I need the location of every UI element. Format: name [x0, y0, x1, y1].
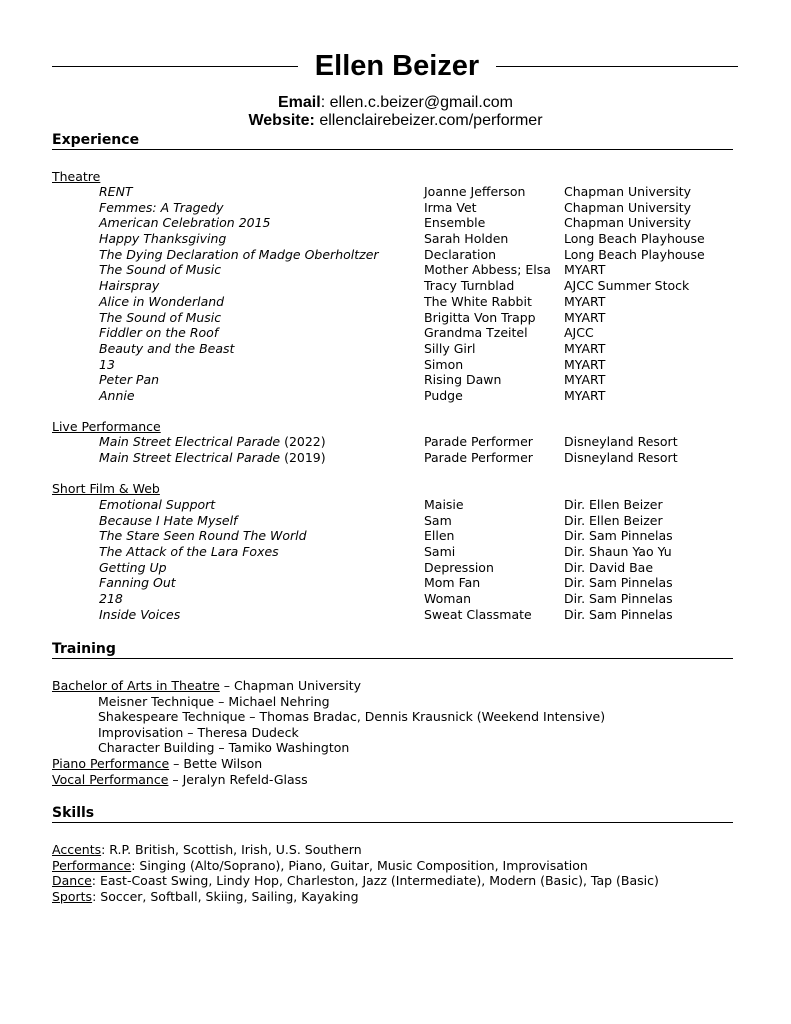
- credit-row: [0, 388, 791, 404]
- subhead-live-performance: Live Performance: [52, 419, 161, 434]
- credit-title: RENT: [99, 184, 133, 199]
- credit-role: Irma Vet: [424, 199, 477, 215]
- credit-venue: MYART: [564, 387, 606, 403]
- subhead-theatre: Theatre: [52, 169, 101, 184]
- skills-detail: : R.P. British, Scottish, Irish, U.S. Southern: [101, 842, 362, 857]
- credit-title-text: Main Street Electrical Parade: [99, 434, 281, 449]
- credit-title: Happy Thanksgiving: [99, 231, 227, 247]
- training-line: [0, 709, 791, 725]
- credit-row: [0, 607, 791, 623]
- credit-row: [0, 434, 791, 450]
- credit-role: Woman: [424, 591, 472, 607]
- training-detail: – Bette Wilson: [169, 755, 263, 771]
- subhead-short-film-web: Short Film & Web: [52, 481, 160, 496]
- film-credits: [0, 497, 791, 623]
- credit-venue: Dir. Sam Pinnelas: [564, 575, 673, 591]
- header-rule-right: [496, 66, 738, 67]
- credit-row: [0, 215, 791, 231]
- credit-title: Getting Up: [99, 559, 167, 575]
- training-detail: Improvisation – Theresa Dudeck: [98, 724, 299, 740]
- credit-venue: MYART: [564, 340, 606, 356]
- live-credits: [0, 434, 791, 465]
- credit-row: [0, 372, 791, 388]
- training-detail: Meisner Technique – Michael Nehring: [98, 693, 330, 709]
- skills-detail: : Soccer, Softball, Skiing, Sailing, Kayaking: [92, 888, 359, 904]
- training-detail: Shakespeare Technique – Thomas Bradac, Dennis Krausnick (Weekend Intensive): [98, 709, 606, 725]
- credit-row: [0, 310, 791, 326]
- credit-title: Emotional Support: [99, 497, 216, 512]
- credit-role: Mother Abbess; Elsa: [424, 262, 551, 278]
- credit-title: American Celebration 2015: [99, 215, 271, 231]
- credit-role: Pudge: [424, 387, 463, 403]
- credit-row: [0, 247, 791, 263]
- training-list: [0, 678, 791, 787]
- credit-role: Sam: [424, 512, 452, 528]
- credit-title: Annie: [99, 387, 135, 403]
- section-title-experience: Experience: [52, 132, 140, 148]
- credit-row: [0, 544, 791, 560]
- credit-role: Ellen: [424, 528, 455, 544]
- credit-title: 13: [99, 356, 115, 372]
- credit-venue: MYART: [564, 293, 606, 309]
- training-line: [0, 725, 791, 741]
- credit-year: (2022): [280, 434, 326, 449]
- credit-role: Parade Performer: [424, 449, 533, 465]
- credit-row: [0, 341, 791, 357]
- credit-role: Joanne Jefferson: [424, 184, 526, 199]
- section-title-training: Training: [52, 641, 116, 657]
- credit-title: The Attack of the Lara Foxes: [99, 544, 279, 560]
- skills-label: Dance: [52, 873, 92, 889]
- skills-label: Sports: [52, 888, 93, 904]
- credit-venue: MYART: [564, 356, 606, 372]
- credit-title: [99, 434, 326, 450]
- credit-role: Mom Fan: [424, 575, 481, 591]
- credit-venue: MYART: [564, 309, 606, 325]
- email-value[interactable]: ellen.c.beizer@gmail.com: [329, 94, 513, 111]
- credit-venue: Dir. Sam Pinnelas: [564, 591, 673, 607]
- credit-row: [0, 357, 791, 373]
- credit-venue: Dir. Ellen Beizer: [564, 497, 663, 512]
- email-label: Email: [278, 94, 321, 111]
- credit-row: [0, 513, 791, 529]
- credit-year: (2019): [280, 449, 326, 465]
- header-rule-left: [52, 66, 298, 67]
- credit-row: [0, 184, 791, 200]
- training-detail: – Jeralyn Refeld-Glass: [168, 771, 308, 787]
- performer-name: Ellen Beizer: [314, 50, 480, 82]
- credit-venue: AJCC: [564, 325, 594, 341]
- credit-venue: Chapman University: [564, 199, 692, 215]
- name-header: [52, 45, 738, 87]
- credit-venue: Dir. Sam Pinnelas: [564, 606, 673, 622]
- credit-title: Inside Voices: [99, 606, 181, 622]
- credit-venue: AJCC Summer Stock: [564, 278, 690, 294]
- credit-row: [0, 528, 791, 544]
- credit-role: Maisie: [424, 497, 464, 512]
- training-label: Piano Performance: [52, 755, 170, 771]
- credit-venue: Dir. Ellen Beizer: [564, 512, 663, 528]
- credit-title-text: Main Street Electrical Parade: [99, 449, 281, 465]
- credit-role: Brigitta Von Trapp: [424, 309, 536, 325]
- skills-line: [0, 873, 791, 889]
- credit-title: Peter Pan: [99, 372, 160, 388]
- credit-role: Grandma Tzeitel: [424, 325, 528, 341]
- section-rule-training: [52, 658, 733, 659]
- credit-venue: Dir. Sam Pinnelas: [564, 528, 673, 544]
- theatre-credits: [0, 184, 791, 404]
- training-line: [0, 756, 791, 772]
- training-detail: – Chapman University: [219, 678, 362, 693]
- credit-venue: Long Beach Playhouse: [564, 231, 705, 247]
- credit-venue: Chapman University: [564, 184, 692, 199]
- credit-row: [0, 591, 791, 607]
- training-label: Bachelor of Arts in Theatre: [52, 678, 220, 693]
- credit-role: Simon: [424, 356, 464, 372]
- credit-row: [0, 450, 791, 466]
- credit-title: Hairspray: [99, 278, 160, 294]
- skills-detail: : Singing (Alto/Soprano), Piano, Guitar, Music Composition, Improvisation: [131, 857, 588, 873]
- skills-line: [0, 842, 791, 858]
- credit-role: Parade Performer: [424, 434, 533, 449]
- section-title-skills: Skills: [52, 805, 95, 821]
- credit-row: [0, 200, 791, 216]
- credit-role: Silly Girl: [424, 340, 476, 356]
- credit-role: Sweat Classmate: [424, 606, 532, 622]
- training-line: [0, 772, 791, 788]
- section-rule-experience: [52, 149, 733, 150]
- credit-venue: Long Beach Playhouse: [564, 246, 705, 262]
- credit-venue: MYART: [564, 372, 606, 388]
- training-line: [0, 678, 791, 694]
- skills-label: Performance: [52, 857, 132, 873]
- credit-title: 218: [99, 591, 123, 607]
- website-label: Website:: [248, 112, 315, 129]
- credit-title: Beauty and the Beast: [99, 340, 235, 356]
- training-detail: Character Building – Tamiko Washington: [98, 740, 350, 756]
- credit-title: Because I Hate Myself: [99, 512, 238, 528]
- credit-row: [0, 560, 791, 576]
- website-value[interactable]: ellenclairebeizer.com/performer: [319, 112, 543, 129]
- credit-title: The Dying Declaration of Madge Oberholtzer: [99, 246, 379, 262]
- section-rule-skills: [52, 822, 733, 823]
- email-line: Email: ellen.c.beizer@gmail.com: [278, 94, 513, 111]
- skills-line: [0, 858, 791, 874]
- credit-venue: MYART: [564, 262, 606, 278]
- credit-title: Fanning Out: [99, 575, 176, 591]
- training-label: Vocal Performance: [52, 771, 169, 787]
- credit-title: Femmes: A Tragedy: [99, 199, 224, 215]
- credit-role: Sarah Holden: [424, 231, 509, 247]
- credit-role: Ensemble: [424, 215, 486, 231]
- credit-title: The Sound of Music: [99, 309, 222, 325]
- credit-row: [0, 278, 791, 294]
- skills-detail: : East-Coast Swing, Lindy Hop, Charleston, Jazz (Intermediate), Modern (Basic), Tap (Basic): [91, 873, 659, 889]
- credit-venue: Dir. Shaun Yao Yu: [564, 544, 672, 560]
- credit-title: The Sound of Music: [99, 262, 222, 278]
- credit-venue: Chapman University: [564, 215, 692, 231]
- credit-role: The White Rabbit: [424, 293, 532, 309]
- credit-role: Sami: [424, 544, 456, 560]
- credit-role: Depression: [424, 559, 494, 575]
- credit-row: [0, 231, 791, 247]
- credit-title: The Stare Seen Round The World: [99, 528, 307, 544]
- credit-title: [99, 450, 326, 466]
- credit-role: Tracy Turnblad: [424, 278, 515, 294]
- credit-row: [0, 294, 791, 310]
- skills-label: Accents: [52, 842, 102, 857]
- training-line: [0, 740, 791, 756]
- credit-row: [0, 497, 791, 513]
- skills-line: [0, 889, 791, 905]
- credit-role: Rising Dawn: [424, 372, 502, 388]
- training-line: [0, 694, 791, 710]
- credit-row: [0, 325, 791, 341]
- credit-row: [0, 575, 791, 591]
- credit-venue: Disneyland Resort: [564, 434, 678, 449]
- credit-title: Alice in Wonderland: [99, 293, 225, 309]
- credit-row: [0, 262, 791, 278]
- website-line: [0, 112, 791, 130]
- skills-list: [0, 842, 791, 904]
- credit-venue: Disneyland Resort: [564, 449, 678, 465]
- credit-title: Fiddler on the Roof: [99, 325, 219, 341]
- credit-venue: Dir. David Bae: [564, 559, 654, 575]
- credit-role: Declaration: [424, 246, 497, 262]
